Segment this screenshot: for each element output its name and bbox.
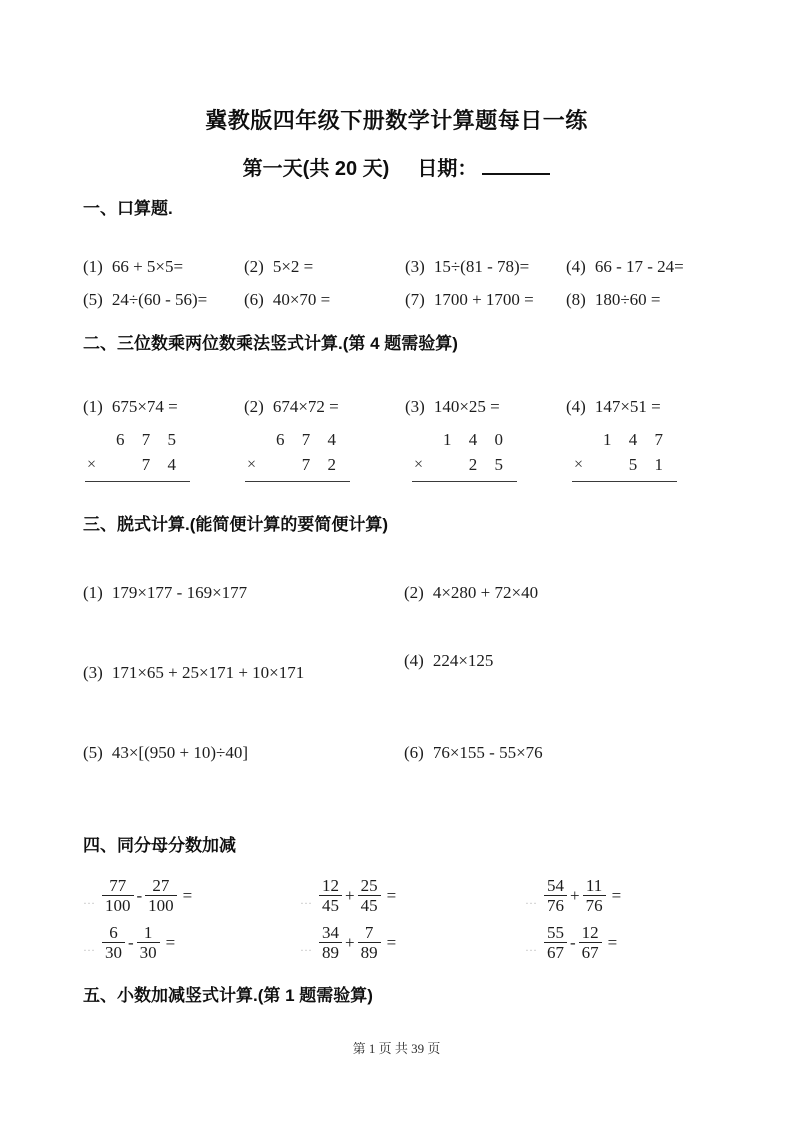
stepwise-problem-4 [404, 651, 755, 731]
problem-expression: 24÷(60 - 56)= [111, 289, 208, 309]
fraction [319, 876, 342, 915]
oral-problems-grid [83, 257, 755, 322]
fraction [319, 923, 342, 962]
vmult-layouts-row [83, 427, 755, 482]
denominator: 89 [358, 942, 381, 962]
operator: + [345, 932, 355, 952]
fraction-problem-5 [300, 923, 525, 962]
problem-number: (4) [566, 257, 586, 276]
problem-number: (2) [244, 397, 264, 416]
problem-expression: 674×72 = [272, 397, 339, 416]
problem-number: (5) [83, 743, 103, 762]
leader-dots: … [300, 893, 311, 908]
fraction-problem-3 [525, 876, 755, 915]
vmult-problem-3 [405, 397, 566, 417]
denominator: 67 [544, 942, 567, 962]
problem-expression: 40×70 = [272, 289, 331, 309]
oral-problem-4 [566, 257, 755, 290]
problem-number: (3) [83, 663, 103, 682]
vm-top-digits: 1 4 7 [603, 430, 663, 449]
fraction [102, 923, 125, 962]
problem-expression: 43×[(950 + 10)÷40] [111, 743, 248, 762]
oral-problem-7 [405, 290, 566, 323]
section2-heading: 二、三位数乘两位数乘法竖式计算.(第 4 题需验算) [83, 334, 458, 353]
problem-expression: 224×125 [432, 651, 494, 670]
fraction [358, 876, 381, 915]
oral-problem-2 [244, 257, 405, 290]
numerator: 77 [109, 875, 127, 895]
problem-number: (3) [405, 397, 425, 416]
operator: + [570, 885, 580, 905]
fraction-problems-grid [83, 872, 755, 966]
problem-number: (2) [404, 583, 424, 602]
leader-dots: … [300, 940, 311, 955]
stepwise-problem-6 [404, 743, 755, 823]
denominator: 76 [544, 895, 567, 915]
leader-dots: … [83, 940, 94, 955]
problem-number: (1) [83, 397, 103, 416]
fraction [145, 876, 177, 915]
problem-number: (1) [83, 257, 103, 276]
vertical-multiplication-1 [85, 427, 190, 482]
numerator: 7 [364, 922, 374, 942]
fraction-problem-4 [83, 923, 300, 962]
vmult-problem-1 [83, 397, 244, 417]
vm-bottom-digits: 7 4 [141, 455, 176, 474]
denominator: 45 [319, 895, 342, 915]
problem-expression: 66 + 5×5= [111, 257, 184, 276]
denominator: 67 [579, 942, 602, 962]
equals-sign: = [165, 932, 176, 952]
oral-problem-8 [566, 290, 755, 323]
oral-problem-1 [83, 257, 244, 290]
problem-number: (2) [244, 257, 264, 276]
fraction [544, 923, 567, 962]
oral-problem-6 [244, 290, 405, 323]
denominator: 30 [102, 942, 125, 962]
multiply-sign-icon: × [87, 456, 97, 473]
vm-bottom-digits: 5 1 [628, 455, 663, 474]
numerator: 12 [322, 875, 339, 895]
stepwise-problem-3 [83, 663, 404, 743]
problem-expression: 140×25 = [433, 397, 500, 416]
problem-number: (6) [244, 289, 264, 309]
equals-sign: = [611, 885, 622, 905]
section5-heading: 五、小数加减竖式计算.(第 1 题需验算) [83, 986, 373, 1005]
equals-sign: = [386, 885, 397, 905]
numerator: 54 [547, 875, 564, 895]
page-number-footer: 第 1 页 共 39 页 [352, 1041, 441, 1056]
numerator: 34 [322, 922, 339, 942]
fraction [579, 923, 602, 962]
leader-dots: … [83, 893, 94, 908]
fraction-problem-6 [525, 923, 755, 962]
numerator: 6 [109, 922, 118, 942]
denominator: 100 [102, 895, 134, 915]
stepwise-problem-5 [83, 743, 404, 823]
multiply-sign-icon: × [574, 456, 584, 473]
denominator: 100 [145, 895, 177, 915]
vm-top-digits: 6 7 5 [116, 430, 176, 449]
vmult-problem-2 [244, 397, 405, 417]
vertical-multiplication-2 [245, 427, 350, 482]
leader-dots: … [525, 940, 536, 955]
operator: - [136, 885, 143, 905]
multiply-sign-icon: × [414, 456, 424, 473]
denominator: 45 [358, 895, 381, 915]
oral-problem-5 [83, 290, 244, 323]
problem-number: (6) [404, 743, 424, 762]
section1-heading: 一、口算题. [83, 199, 173, 218]
fraction [102, 876, 134, 915]
denominator: 30 [137, 942, 160, 962]
fraction [544, 876, 567, 915]
oral-problem-3 [405, 257, 566, 290]
numerator: 12 [581, 922, 599, 942]
vm-top-digits: 6 7 4 [276, 430, 336, 449]
vertical-multiplication-3 [412, 427, 517, 482]
page-title: 冀教版四年级下册数学计算题每日一练 [205, 108, 588, 133]
problem-number: (4) [404, 651, 424, 670]
fraction [358, 923, 381, 962]
denominator: 89 [319, 942, 342, 962]
equals-sign: = [386, 932, 397, 952]
problem-expression: 1700 + 1700 = [433, 289, 534, 309]
fraction [583, 876, 606, 915]
leader-dots: … [525, 893, 536, 908]
problem-expression: 180÷60 = [594, 289, 661, 309]
problem-expression: 5×2 = [272, 257, 314, 276]
problem-number: (4) [566, 397, 586, 416]
numerator: 27 [152, 875, 170, 895]
vmult-problem-4 [566, 397, 755, 417]
fraction-problem-1 [83, 876, 300, 915]
problem-number: (8) [566, 289, 586, 309]
equals-sign: = [607, 932, 618, 952]
stepwise-problems-grid [83, 583, 755, 823]
numerator: 55 [547, 922, 564, 942]
problem-expression: 4×280 + 72×40 [432, 583, 539, 602]
stepwise-problem-1 [83, 583, 404, 663]
date-blank-line [482, 159, 550, 175]
section4-heading: 四、同分母分数加减 [83, 836, 236, 855]
operator: + [345, 885, 355, 905]
vmult-problems-grid [83, 397, 755, 417]
fraction [137, 923, 160, 962]
numerator: 1 [143, 922, 153, 942]
multiply-sign-icon: × [247, 456, 257, 473]
problem-number: (3) [405, 257, 425, 276]
vm-bottom-digits: 7 2 [301, 455, 336, 474]
vertical-multiplication-4 [572, 427, 677, 482]
operator: - [570, 932, 576, 952]
denominator: 76 [583, 895, 606, 915]
equals-sign: = [182, 885, 193, 905]
problem-number: (5) [83, 289, 103, 309]
date-label: 日期： [417, 158, 478, 180]
fraction-problem-2 [300, 876, 525, 915]
section3-heading: 三、脱式计算.(能简便计算的要简便计算) [83, 515, 389, 534]
problem-expression: 147×51 = [594, 397, 661, 416]
vm-top-digits: 1 4 0 [443, 430, 503, 449]
numerator: 25 [360, 875, 378, 895]
problem-expression: 171×65 + 25×171 + 10×171 [111, 663, 305, 682]
problem-number: (7) [405, 289, 425, 309]
problem-expression: 675×74 = [111, 397, 178, 416]
problem-expression: 66 - 17 - 24= [594, 257, 684, 276]
vm-bottom-digits: 2 5 [468, 455, 503, 474]
problem-number: (1) [83, 583, 103, 602]
subtitle-day: 第一天(共 20 天) [242, 158, 390, 180]
subtitle [0, 152, 793, 181]
problem-expression: 15÷(81 - 78)= [433, 257, 530, 276]
numerator: 11 [585, 875, 603, 895]
problem-expression: 179×177 - 169×177 [111, 583, 248, 602]
operator: - [128, 932, 134, 952]
problem-expression: 76×155 - 55×76 [432, 743, 543, 762]
